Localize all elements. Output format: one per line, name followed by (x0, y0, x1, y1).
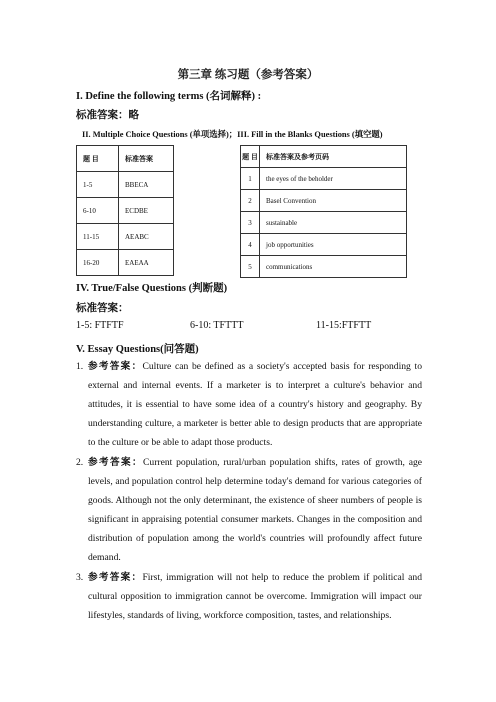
multiple-choice-answer-table (76, 145, 174, 276)
table-cell: 1 (241, 168, 260, 190)
section-heading-true-false: IV. True/False Questions (判断题) (76, 283, 228, 294)
table-row (241, 168, 407, 190)
table-row (77, 224, 174, 250)
essay-text: Culture can be defined as a society's accepted basis for responding to external and internal events. If a marketer is to interpret a culture's behavior and attitudes, it is essential to have some idea of a country's history and geography. By understanding culture, a marketer is better able to design products that are appropriate to the culture or be able to adapt those products. (88, 361, 423, 448)
essay-text: Current population, rural/urban population shifts, rates of growth, age levels, and population control help determine today's demand for various categories of goods. Although not the only determinant, the existence of sheer numbers of people is significant in appraising potential consumer markets. Changes in the composition and distribution of population among the world's countries will profoundly affect future demand. (88, 457, 423, 563)
table-cell: 2 (241, 190, 260, 212)
table-row (241, 212, 407, 234)
table-cell: sustainable (260, 212, 407, 234)
table-header-cell: 题 目 (241, 146, 260, 168)
table-header-row (77, 146, 174, 172)
table-cell: communications (260, 256, 407, 278)
answer-label: 参考答案： (88, 361, 143, 372)
table-cell: the eyes of the beholder (260, 168, 407, 190)
table-cell: 5 (241, 256, 260, 278)
table-cell: 1-5 (77, 172, 119, 198)
definitions-answer: 标准答案：略 (76, 110, 139, 121)
page-title: 第三章 练习题（参考答案） (177, 69, 319, 81)
table-cell: 6-10 (77, 198, 119, 224)
fill-in-blanks-answer-table (240, 145, 407, 278)
essay-answer-2 (76, 453, 422, 567)
table-row (241, 190, 407, 212)
table-row (241, 256, 407, 278)
answer-label: 参考答案： (88, 457, 143, 468)
table-row (77, 198, 174, 224)
table-cell: AEABC (119, 224, 174, 250)
table-header-row (241, 146, 407, 168)
section-heading-mc-fill: II. Multiple Choice Questions (单项选择)；III. Fill in the Blanks Questions (填空题) (82, 130, 383, 139)
essay-answer-3 (76, 568, 422, 625)
table-cell: 16-20 (77, 250, 119, 276)
table-cell: 4 (241, 234, 260, 256)
essay-number: 3. (76, 572, 84, 583)
essay-answer-1 (76, 357, 422, 452)
table-header-cell: 题 目 (77, 146, 119, 172)
table-cell: EAEAA (119, 250, 174, 276)
true-false-group-3: 11-15:FTFTT (316, 320, 372, 331)
table-cell: 3 (241, 212, 260, 234)
table-header-cell: 标准答案 (119, 146, 174, 172)
answer-label: 参考答案： (88, 572, 143, 583)
essay-number: 2. (76, 457, 84, 468)
true-false-group-1: 1-5: FTFTF (76, 320, 124, 331)
table-row (241, 234, 407, 256)
true-false-answer-label: 标准答案： (76, 303, 129, 314)
section-heading-essay: V. Essay Questions(问答题) (76, 344, 199, 355)
table-header-cell: 标准答案及参考页码 (260, 146, 407, 168)
table-row (77, 172, 174, 198)
essay-number: 1. (76, 361, 84, 372)
section-heading-definitions: I. Define the following terms (名词解释) : (76, 91, 262, 102)
true-false-group-2: 6-10: TFTTT (190, 320, 244, 331)
table-cell: job opportunities (260, 234, 407, 256)
table-cell: 11-15 (77, 224, 119, 250)
table-cell: ECDBE (119, 198, 174, 224)
table-cell: BBECA (119, 172, 174, 198)
table-cell: Basel Convention (260, 190, 407, 212)
essay-text: First, immigration will not help to reduce the problem if political and cultural opposition to immigration cannot be overcome. Immigration will impact our lifestyles, standards of living, workforce composition, tastes, and relationships. (88, 572, 423, 621)
table-row (77, 250, 174, 276)
